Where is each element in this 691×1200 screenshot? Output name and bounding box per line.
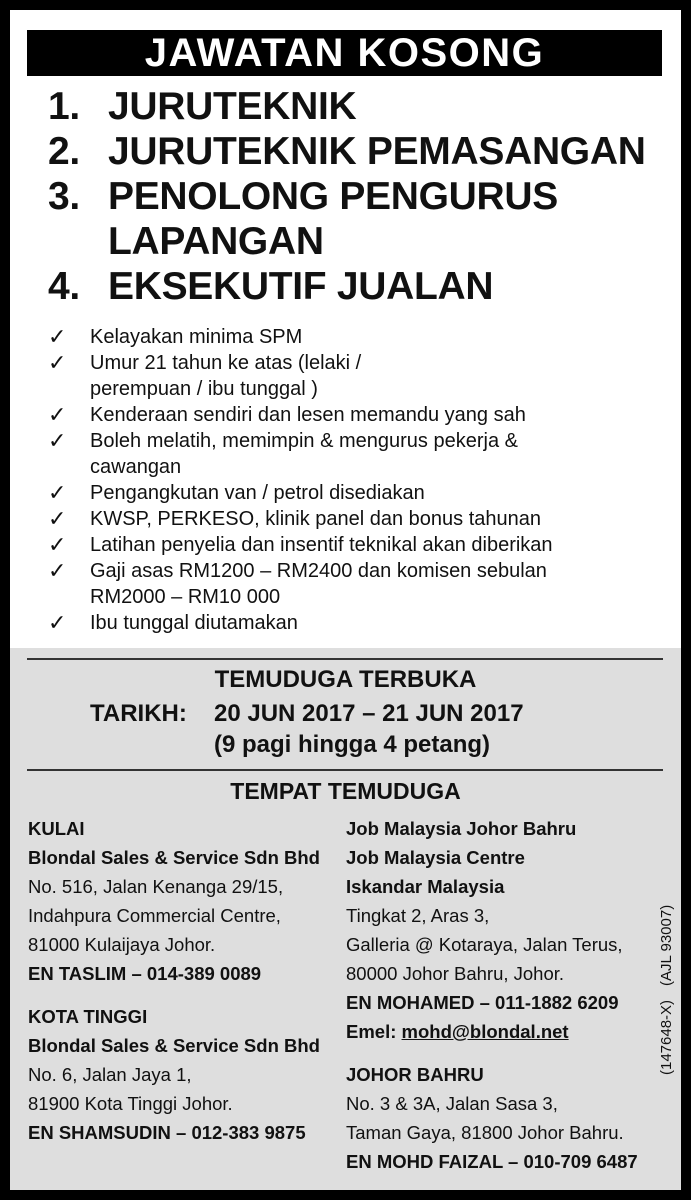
job-title: PENOLONG PENGURUS LAPANGAN	[108, 175, 558, 263]
job-item	[48, 264, 678, 309]
requirement-item	[48, 480, 610, 506]
job-item	[48, 84, 678, 129]
requirement-text: Pengangkutan van / petrol disediakan	[90, 482, 425, 504]
venue-contact: EN SHAMSUDIN – 012-383 9875	[28, 1122, 306, 1143]
job-list	[48, 84, 678, 309]
requirement-text: Umur 21 tahun ke atas (lelaki / perempuan / ibu tunggal )	[90, 352, 362, 400]
requirement-item	[48, 610, 610, 636]
requirement-item	[48, 532, 610, 558]
job-number: 1.	[48, 85, 80, 128]
job-title: JURUTEKNIK PEMASANGAN	[108, 130, 646, 173]
venue-address-line: Taman Gaya, 81800 Johor Bahru.	[346, 1122, 624, 1143]
check-icon: ✓	[48, 428, 67, 453]
venue-address-line: No. 516, Jalan Kenanga 29/15,	[28, 876, 284, 897]
venue-address-line: 81900 Kota Tinggi Johor.	[28, 1093, 233, 1114]
venue-address-line: No. 6, Jalan Jaya 1,	[28, 1064, 192, 1085]
requirement-text: Ibu tunggal diutamakan	[90, 612, 298, 634]
requirement-text: Latihan penyelia dan insentif teknikal akan diberikan	[90, 534, 553, 556]
check-icon: ✓	[48, 324, 67, 349]
requirement-item	[48, 428, 610, 480]
check-icon: ✓	[48, 532, 67, 557]
venue-name: Job Malaysia Centre	[346, 847, 525, 868]
email-link[interactable]: mohd@blondal.net	[401, 1021, 569, 1042]
check-icon: ✓	[48, 506, 67, 531]
requirement-text: Gaji asas RM1200 – RM2400 dan komisen sebulan RM2000 – RM10 000	[90, 560, 547, 608]
divider	[27, 769, 663, 771]
job-advertisement	[10, 10, 681, 1190]
ad-code: (AJL 93007)	[658, 904, 675, 986]
ad-reference	[658, 891, 675, 1075]
requirement-text: Kelayakan minima SPM	[90, 326, 303, 348]
venue-address-line: 80000 Johor Bahru, Johor.	[346, 963, 565, 984]
requirement-text: Kenderaan sendiri dan lesen memandu yang sah	[90, 404, 526, 426]
requirement-item	[48, 324, 610, 350]
venue-contact: EN TASLIM – 014-389 0089	[28, 963, 262, 984]
check-icon: ✓	[48, 350, 67, 375]
venue-name: Job Malaysia Johor Bahru	[346, 818, 577, 839]
venue-column-right	[346, 814, 656, 1176]
divider	[27, 658, 663, 660]
requirement-text: Boleh melatih, memimpin & mengurus pekerja & cawangan	[90, 430, 518, 478]
venue-area: KULAI	[28, 818, 85, 839]
venue-company: Blondal Sales & Service Sdn Bhd	[28, 847, 320, 868]
job-title: JURUTEKNIK	[108, 85, 357, 128]
date-value: 20 JUN 2017 – 21 JUN 2017	[214, 700, 524, 727]
interview-date	[90, 700, 524, 728]
company-number: (147648-X)	[658, 999, 675, 1075]
venue-heading: TEMPAT TEMUDUGA	[230, 778, 461, 804]
venue-address-line: No. 3 & 3A, Jalan Sasa 3,	[346, 1093, 558, 1114]
venue-address-line: Indahpura Commercial Centre,	[28, 905, 281, 926]
email-label: Emel:	[346, 1021, 397, 1042]
job-item	[48, 174, 678, 264]
venue-contact: EN MOHD FAIZAL – 010-709 6487	[346, 1151, 638, 1172]
venue-contact: EN MOHAMED – 011-1882 6209	[346, 992, 619, 1013]
venue-email-row	[346, 1017, 656, 1046]
check-icon: ✓	[48, 610, 67, 635]
ad-title-banner: JAWATAN KOSONG	[27, 30, 662, 76]
requirement-text: KWSP, PERKESO, klinik panel dan bonus tahunan	[90, 508, 542, 530]
job-title: EKSEKUTIF JUALAN	[108, 265, 494, 308]
venue-address-line: 81000 Kulaijaya Johor.	[28, 934, 216, 955]
interview-time: (9 pagi hingga 4 petang)	[214, 731, 491, 758]
check-icon: ✓	[48, 558, 67, 583]
venue-address-line: Tingkat 2, Aras 3,	[346, 905, 490, 926]
venue-name: Iskandar Malaysia	[346, 876, 505, 897]
job-number: 3.	[48, 175, 80, 218]
date-label: TARIKH:	[90, 700, 187, 727]
job-number: 2.	[48, 130, 80, 173]
venue-column-left	[28, 814, 343, 1147]
job-item	[48, 129, 678, 174]
job-number: 4.	[48, 265, 80, 308]
requirement-item	[48, 558, 610, 610]
requirement-item	[48, 350, 610, 402]
venue-company: Blondal Sales & Service Sdn Bhd	[28, 1035, 320, 1056]
venue-address-line: Galleria @ Kotaraya, Jalan Terus,	[346, 934, 623, 955]
requirement-item	[48, 402, 610, 428]
requirement-item	[48, 506, 610, 532]
venue-area: KOTA TINGGI	[28, 1006, 148, 1027]
interview-heading: TEMUDUGA TERBUKA	[214, 666, 477, 693]
requirement-list	[48, 324, 610, 636]
check-icon: ✓	[48, 402, 67, 427]
check-icon: ✓	[48, 480, 67, 505]
venue-area: JOHOR BAHRU	[346, 1064, 484, 1085]
